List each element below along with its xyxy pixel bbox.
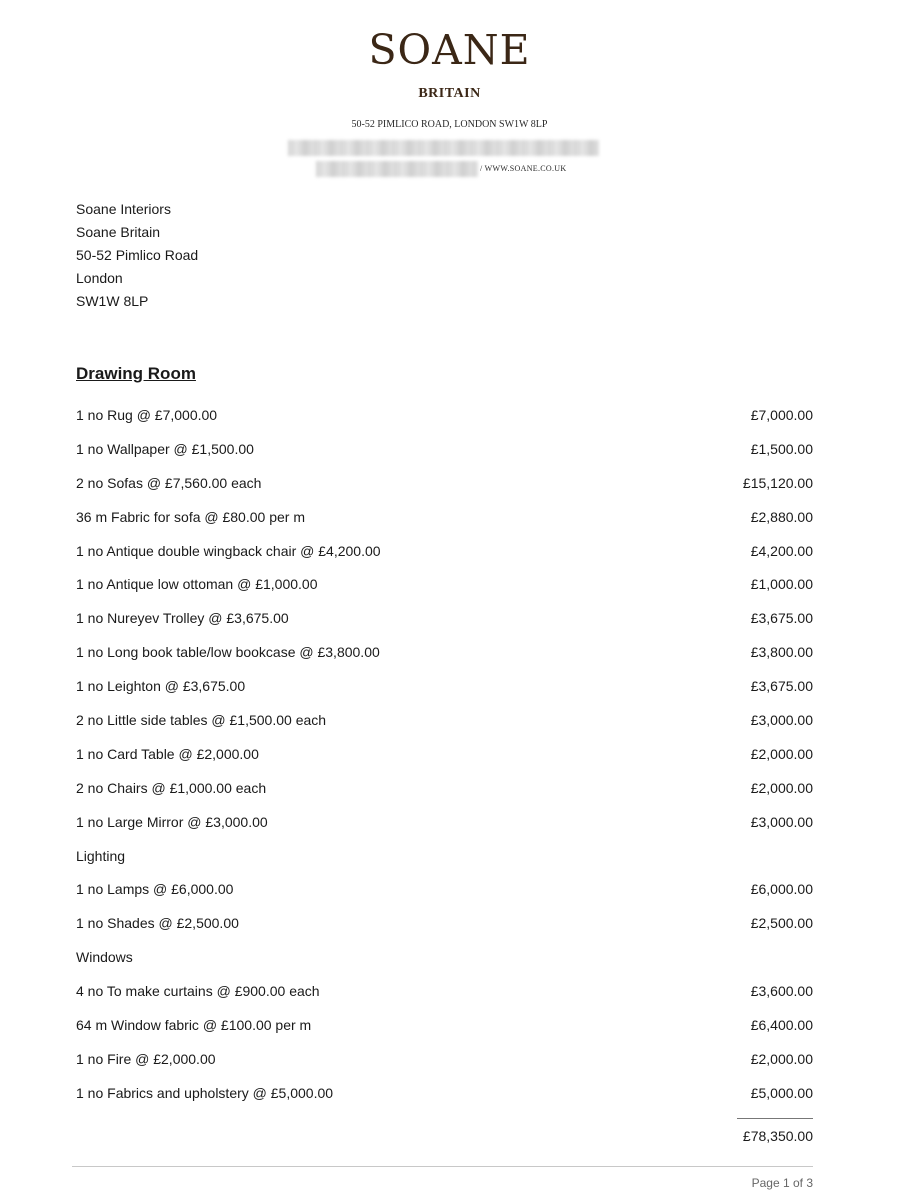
line-items	[76, 398, 813, 1110]
line-item-amount: £3,675.00	[750, 610, 813, 627]
line-item-amount: £2,000.00	[750, 745, 813, 762]
line-item-description: 1 no Nureyev Trolley @ £3,675.00	[76, 610, 289, 627]
line-item-row	[76, 466, 813, 500]
line-item-row	[76, 669, 813, 703]
line-item-amount: £3,000.00	[750, 711, 813, 728]
line-item-row	[76, 771, 813, 805]
line-item-amount: £2,880.00	[750, 508, 813, 525]
line-item-row	[76, 1008, 813, 1042]
line-item-row	[76, 432, 813, 466]
line-item-description: 64 m Window fabric @ £100.00 per m	[76, 1016, 312, 1033]
client-address	[76, 198, 198, 313]
line-item-description: 1 no Large Mirror @ £3,000.00	[76, 813, 268, 830]
section-heading: Drawing Room	[76, 364, 196, 383]
line-item-description: 1 no Rug @ £7,000.00	[76, 406, 218, 423]
footer-divider	[72, 1166, 813, 1167]
line-item-description: 1 no Long book table/low bookcase @ £3,800.00	[76, 644, 380, 661]
line-item-description: 36 m Fabric for sofa @ £80.00 per m	[76, 508, 305, 525]
line-item-description: 1 no Fabrics and upholstery @ £5,000.00	[76, 1084, 334, 1101]
line-item-amount: £5,000.00	[750, 1084, 813, 1101]
line-item-amount: £1,500.00	[750, 440, 813, 457]
line-item-row	[76, 500, 813, 534]
line-item-row	[76, 805, 813, 839]
line-item-row	[76, 601, 813, 635]
line-item-amount: £2,500.00	[750, 915, 813, 932]
line-item-row	[76, 398, 813, 432]
line-item-row	[76, 906, 813, 940]
line-item-amount: £7,000.00	[750, 406, 813, 423]
line-item-description: 2 no Chairs @ £1,000.00 each	[76, 779, 267, 796]
line-item-amount: £6,000.00	[750, 881, 813, 898]
company-address: 50-52 PIMLICO ROAD, LONDON SW1W 8LP	[351, 119, 548, 130]
line-item-amount: £2,000.00	[750, 1050, 813, 1067]
line-item-description: 1 no Antique double wingback chair @ £4,200.00	[76, 542, 381, 559]
line-item-description: 1 no Shades @ £2,500.00	[76, 915, 239, 932]
line-item-amount: £3,675.00	[750, 678, 813, 695]
line-item-description: 1 no Leighton @ £3,675.00	[76, 678, 246, 695]
subsection-label-row	[76, 940, 813, 974]
client-address-line: London	[76, 270, 123, 286]
page-number: Page 1 of 3	[751, 1176, 813, 1190]
line-item-row	[76, 703, 813, 737]
line-item-row	[76, 567, 813, 601]
line-item-row	[76, 534, 813, 568]
company-website: / WWW.SOANE.CO.UK	[480, 164, 567, 173]
line-item-description: 1 no Antique low ottoman @ £1,000.00	[76, 576, 318, 593]
line-item-description: 1 no Wallpaper @ £1,500.00	[76, 440, 254, 457]
redacted-email	[316, 161, 478, 177]
grand-total: £78,350.00	[742, 1128, 813, 1144]
brand-subtitle: BRITAIN	[418, 86, 481, 101]
line-item-description: 1 no Card Table @ £2,000.00	[76, 745, 259, 762]
line-item-amount: £3,000.00	[750, 813, 813, 830]
line-item-amount: £3,600.00	[750, 983, 813, 1000]
line-item-row	[76, 1042, 813, 1076]
line-item-description: 2 no Little side tables @ £1,500.00 each	[76, 711, 327, 728]
line-item-description: 4 no To make curtains @ £900.00 each	[76, 983, 320, 1000]
subsection-label-row	[76, 839, 813, 873]
line-item-row	[76, 974, 813, 1008]
total-divider	[737, 1118, 813, 1119]
line-item-row	[76, 737, 813, 771]
line-item-description: 2 no Sofas @ £7,560.00 each	[76, 474, 262, 491]
line-item-description: 1 no Fire @ £2,000.00	[76, 1050, 216, 1067]
line-item-amount: £2,000.00	[750, 779, 813, 796]
client-address-line: Soane Britain	[76, 224, 161, 240]
redacted-contact-line	[288, 140, 599, 156]
line-item-amount: £15,120.00	[742, 474, 813, 491]
line-item-row	[76, 635, 813, 669]
subsection-label: Lighting	[76, 847, 126, 864]
line-item-amount: £3,800.00	[750, 644, 813, 661]
line-item-amount: £4,200.00	[750, 542, 813, 559]
subsection-label: Windows	[76, 949, 133, 966]
line-item-amount: £6,400.00	[750, 1016, 813, 1033]
brand-logo: SOANE	[368, 26, 531, 74]
client-address-line: SW1W 8LP	[76, 293, 149, 309]
client-address-line: Soane Interiors	[76, 201, 171, 217]
line-item-amount: £1,000.00	[750, 576, 813, 593]
line-item-description: 1 no Lamps @ £6,000.00	[76, 881, 234, 898]
line-item-row	[76, 872, 813, 906]
client-address-line: 50-52 Pimlico Road	[76, 247, 199, 263]
line-item-row	[76, 1076, 813, 1110]
